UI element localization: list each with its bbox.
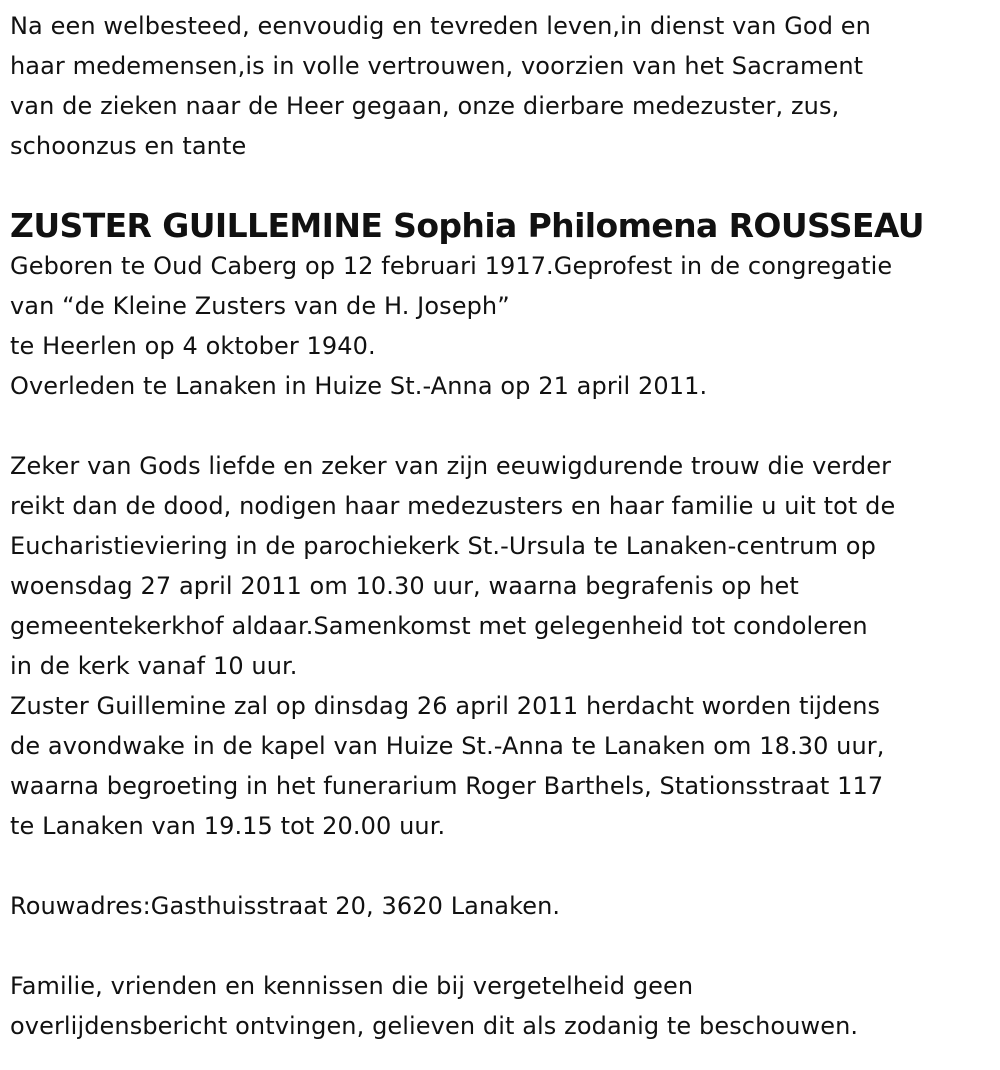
ceremony-line: Zuster Guillemine zal op dinsdag 26 april 2011 herdacht worden tijdens xyxy=(10,692,881,720)
ceremony-line: de avondwake in de kapel van Huize St.-Anna te Lanaken om 18.30 uur, xyxy=(10,732,885,760)
biography-paragraph xyxy=(10,246,995,406)
biography-line: van “de Kleine Zusters van de H. Joseph” xyxy=(10,292,510,320)
ceremony-line: te Lanaken van 19.15 tot 20.00 uur. xyxy=(10,812,446,840)
intro-paragraph xyxy=(10,6,995,166)
death-notice xyxy=(10,6,995,1046)
ceremony-line: Zeker van Gods liefde en zeker van zijn eeuwigdurende trouw die verder xyxy=(10,452,892,480)
address-paragraph xyxy=(10,886,995,926)
intro-line: Na een welbesteed, eenvoudig en tevreden leven,in dienst van God en xyxy=(10,12,871,40)
intro-line: haar medemensen,is in volle vertrouwen, voorzien van het Sacrament xyxy=(10,52,864,80)
biography-line: Geboren te Oud Caberg op 12 februari 1917.Geprofest in de congregatie xyxy=(10,252,893,280)
deceased-name-heading: ZUSTER GUILLEMINE Sophia Philomena ROUSSEAU xyxy=(10,206,924,245)
closing-line: overlijdensbericht ontvingen, gelieven dit als zodanig te beschouwen. xyxy=(10,1012,859,1040)
biography-line: te Heerlen op 4 oktober 1940. xyxy=(10,332,376,360)
intro-line: schoonzus en tante xyxy=(10,132,247,160)
ceremony-paragraph xyxy=(10,446,995,846)
intro-line: van de zieken naar de Heer gegaan, onze dierbare medezuster, zus, xyxy=(10,92,840,120)
closing-paragraph xyxy=(10,966,995,1046)
ceremony-line: in de kerk vanaf 10 uur. xyxy=(10,652,298,680)
ceremony-line: Eucharistieviering in de parochiekerk St.-Ursula te Lanaken-centrum op xyxy=(10,532,876,560)
ceremony-line: woensdag 27 april 2011 om 10.30 uur, waarna begrafenis op het xyxy=(10,572,799,600)
closing-line: Familie, vrienden en kennissen die bij vergetelheid geen xyxy=(10,972,694,1000)
ceremony-line: gemeentekerkhof aldaar.Samenkomst met gelegenheid tot condoleren xyxy=(10,612,868,640)
ceremony-line: reikt dan de dood, nodigen haar medezusters en haar familie u uit tot de xyxy=(10,492,896,520)
ceremony-line: waarna begroeting in het funerarium Roger Barthels, Stationsstraat 117 xyxy=(10,772,884,800)
mourning-address: Rouwadres:Gasthuisstraat 20, 3620 Lanaken. xyxy=(10,892,561,920)
biography-line: Overleden te Lanaken in Huize St.-Anna op 21 april 2011. xyxy=(10,372,708,400)
